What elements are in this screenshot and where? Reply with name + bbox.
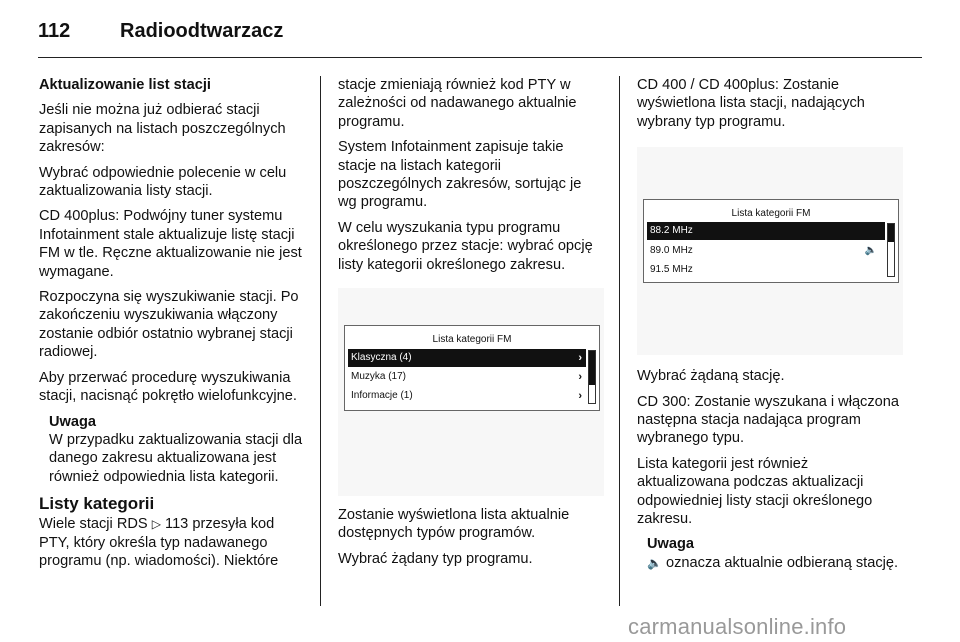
list-item-label: Muzyka (17) bbox=[351, 371, 407, 383]
text: przesyła kod PTY, który określa typ nadawanego programu (np. wiadomości). Niektóre bbox=[39, 516, 279, 569]
header-divider bbox=[38, 57, 922, 58]
screenshot-category-list bbox=[338, 288, 604, 496]
paragraph: Lista kategorii jest również aktualizowana podczas aktualizacji odpowiedniej listy stacji określonego zakresu. bbox=[637, 455, 873, 528]
column-3 bbox=[637, 76, 903, 579]
paragraph: Zostanie wyświetlona lista aktualnie dostępnych typów programów. bbox=[338, 507, 570, 542]
list-item[interactable] bbox=[348, 387, 586, 405]
page-header bbox=[38, 20, 922, 58]
note-title: Uwaga bbox=[647, 536, 695, 553]
paragraph: W celu wyszukania typu programu określonego przez stacje: wybrać opcję listy kategorii określonego zakresu. bbox=[338, 219, 593, 273]
paragraph: CD 300: Zostanie wyszukana i włączona następna stacja nadająca program wybranego typu. bbox=[637, 393, 900, 447]
paragraph: CD 400plus: Podwójny tuner systemu Infotainment stale aktualizuje listę stacji FM w tle. Ręczne aktualizowanie nie jest wymagane. bbox=[39, 208, 302, 280]
text: Wiele stacji RDS bbox=[39, 516, 148, 533]
display-screen bbox=[643, 199, 899, 283]
note-text bbox=[647, 554, 903, 572]
list-item[interactable] bbox=[647, 242, 885, 260]
chevron-right-icon: › bbox=[578, 352, 582, 365]
subheading-update-lists: Aktualizowanie list stacji bbox=[39, 77, 211, 93]
list-item-label: 89.0 MHz bbox=[650, 245, 693, 257]
paragraph: stacje zmieniają również kod PTY w zależności od nadawanego aktualnie programu. bbox=[338, 77, 577, 130]
scrollbar[interactable] bbox=[588, 350, 596, 404]
list-item-label: Klasyczna (4) bbox=[351, 352, 412, 364]
scrollbar[interactable] bbox=[887, 223, 895, 277]
column-divider-1 bbox=[320, 76, 321, 606]
list-item-label: 88.2 MHz bbox=[650, 225, 693, 237]
list-item-label: 91.5 MHz bbox=[650, 264, 693, 276]
scrollbar-thumb[interactable] bbox=[888, 224, 894, 242]
scrollbar-thumb[interactable] bbox=[589, 351, 595, 385]
column-1 bbox=[39, 76, 305, 570]
page-reference-arrow-icon: ▷ bbox=[151, 517, 161, 532]
note-text: W przypadku zaktualizowania stacji dla danego zakresu aktualizowana jest również odpowiednia lista kategorii. bbox=[49, 431, 303, 485]
note-box bbox=[637, 535, 903, 572]
note-box bbox=[39, 413, 305, 487]
column-divider-2 bbox=[619, 76, 620, 606]
paragraph: System Infotainment zapisuje takie stacje na listach kategorii poszczególnych zakresów, sortując je wg programu. bbox=[338, 139, 582, 211]
paragraph: CD 400 / CD 400plus: Zostanie wyświetlona lista stacji, nadających wybrany typ programu. bbox=[637, 77, 865, 130]
chevron-right-icon: › bbox=[578, 390, 582, 403]
note-text-body: oznacza aktualnie odbieraną stację. bbox=[666, 554, 899, 571]
paragraph: Wybrać żądaną stację. bbox=[637, 368, 785, 385]
list-item[interactable] bbox=[348, 368, 586, 386]
paragraph bbox=[39, 515, 305, 570]
note-title: Uwaga bbox=[49, 413, 97, 430]
watermark: carmanualsonline.info bbox=[628, 614, 847, 639]
paragraph: Jeśli nie można już odbierać stacji zapisanych na listach poszczególnych zakresów: bbox=[39, 102, 286, 156]
list-item[interactable] bbox=[647, 261, 885, 279]
speaker-icon: 🔈 bbox=[647, 555, 662, 570]
screen-title: Lista kategorii FM bbox=[731, 208, 811, 220]
list-item-selected[interactable] bbox=[348, 349, 586, 367]
paragraph: Wybrać żądany typ programu. bbox=[338, 550, 533, 567]
screenshot-station-list bbox=[637, 147, 903, 355]
list-item-selected[interactable] bbox=[647, 222, 885, 240]
chevron-right-icon: › bbox=[578, 371, 582, 384]
column-2 bbox=[338, 76, 604, 575]
chapter-title: Radioodtwarzacz bbox=[120, 20, 284, 42]
list-item-label: Informacje (1) bbox=[351, 390, 413, 402]
page-number: 112 bbox=[38, 20, 71, 42]
display-screen bbox=[344, 325, 600, 411]
speaker-icon: 🔈 bbox=[864, 245, 877, 257]
page-reference[interactable]: 113 bbox=[165, 516, 189, 533]
paragraph: Wybrać odpowiednie polecenie w celu zaktualizowania listy stacji. bbox=[39, 164, 287, 200]
screen-title: Lista kategorii FM bbox=[432, 334, 512, 346]
paragraph: Rozpoczyna się wyszukiwanie stacji. Po zakończeniu wyszukiwania włączony zostanie odbiór ostatnio wybranej stacji radiowej. bbox=[39, 289, 299, 361]
paragraph: Aby przerwać procedurę wyszukiwania stacji, nacisnąć pokrętło wielofunkcyjne. bbox=[39, 369, 297, 405]
section-heading-category-lists: Listy kategorii bbox=[39, 494, 155, 514]
